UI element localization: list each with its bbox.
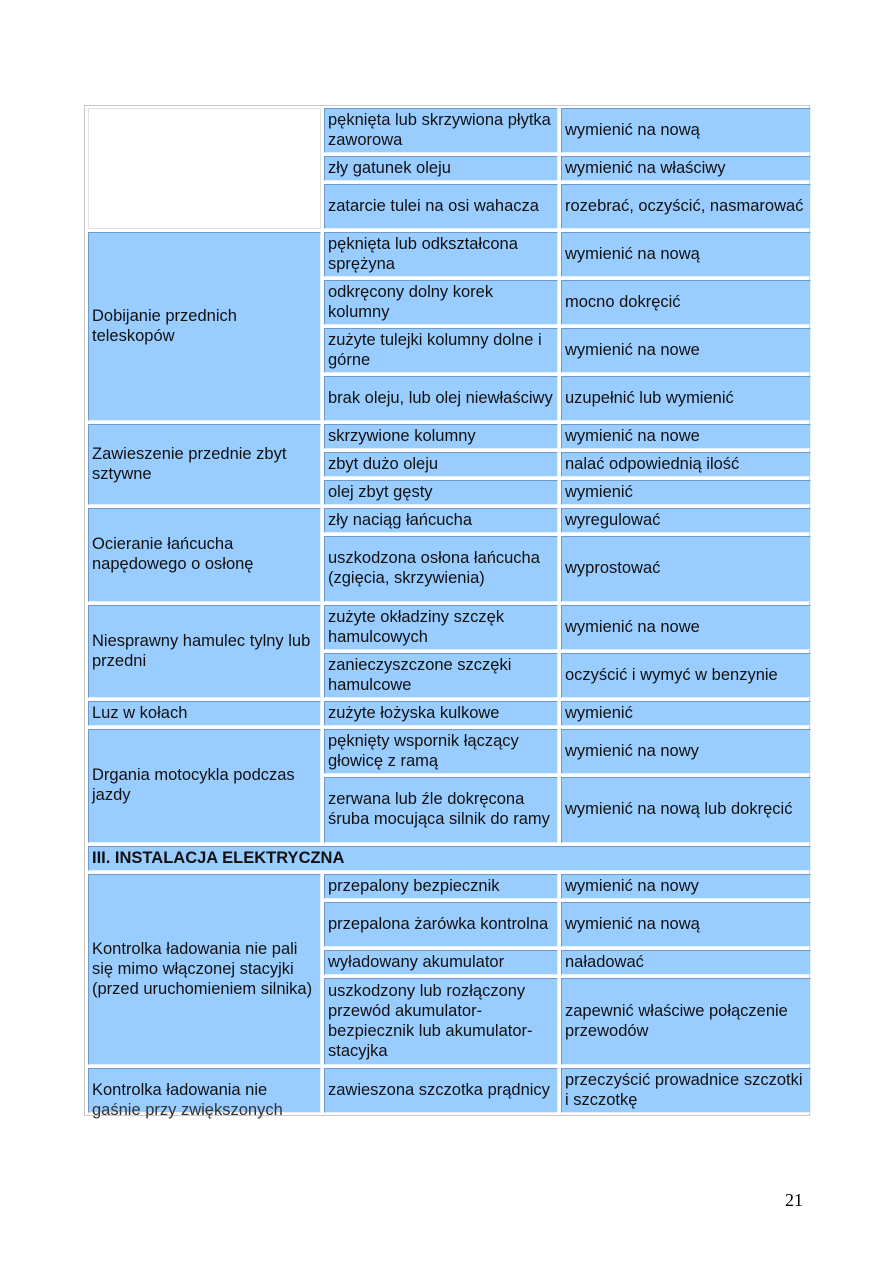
remedy-cell: wymienić na nowy bbox=[561, 874, 811, 899]
cause-cell: zużyte tulejki kolumny dolne i górne bbox=[324, 328, 558, 373]
remedy-cell: wymienić na nowe bbox=[561, 328, 811, 373]
symptom-cell: Niesprawny hamulec tylny lub przedni bbox=[88, 605, 321, 698]
remedy-cell: wymienić na nową bbox=[561, 232, 811, 277]
cause-cell: olej zbyt gęsty bbox=[324, 480, 558, 505]
cause-cell: przepalony bezpiecznik bbox=[324, 874, 558, 899]
symptom-text-clipped: gaśnie przy zwiększonych bbox=[92, 1101, 283, 1119]
symptom-cell-cut bbox=[88, 1068, 321, 1119]
remedy-cell: wymienić bbox=[561, 480, 811, 505]
cause-cell: zanieczyszczone szczęki hamulcowe bbox=[324, 653, 558, 698]
symptom-cell: Drgania motocykla podczas jazdy bbox=[88, 729, 321, 843]
remedy-cell: wymienić na właściwy bbox=[561, 156, 811, 181]
remedy-cell: uzupełnić lub wymienić bbox=[561, 376, 811, 421]
cause-cell: zużyte łożyska kulkowe bbox=[324, 701, 558, 726]
remedy-cell: wymienić na nową bbox=[561, 902, 811, 947]
symptom-cell: Dobijanie przednich teleskopów bbox=[88, 232, 321, 421]
remedy-cell: wymienić bbox=[561, 701, 811, 726]
cause-cell: wyładowany akumulator bbox=[324, 950, 558, 975]
symptom-cell: Luz w kołach bbox=[88, 701, 321, 726]
cause-cell: zły gatunek oleju bbox=[324, 156, 558, 181]
page-number: 21 bbox=[785, 1190, 803, 1210]
cause-cell: pęknięta lub odkształcona sprężyna bbox=[324, 232, 558, 277]
remedy-cell: wyprostować bbox=[561, 536, 811, 602]
cause-cell: zużyte okładziny szczęk hamulcowych bbox=[324, 605, 558, 650]
cause-cell: odkręcony dolny korek kolumny bbox=[324, 280, 558, 325]
remedy-cell: naładować bbox=[561, 950, 811, 975]
remedy-cell: mocno dokręcić bbox=[561, 280, 811, 325]
remedy-cell: wymienić na nowe bbox=[561, 424, 811, 449]
remedy-cell: rozebrać, oczyścić, nasmarować bbox=[561, 184, 811, 229]
cause-cell: zawieszona szczotka prądnicy bbox=[324, 1068, 558, 1113]
cause-cell: uszkodzony lub rozłączony przewód akumulator-bezpiecznik lub akumulator-stacyjka bbox=[324, 978, 558, 1065]
cause-cell: zły naciąg łańcucha bbox=[324, 508, 558, 533]
symptom-cell-empty bbox=[88, 108, 321, 229]
remedy-cell: wymienić na nowe bbox=[561, 605, 811, 650]
cause-cell: pęknięty wspornik łączący głowicę z ramą bbox=[324, 729, 558, 774]
fault-table bbox=[84, 105, 810, 1119]
remedy-cell: zapewnić właściwe połączenie przewodów bbox=[561, 978, 811, 1065]
remedy-cell: wymienić na nową bbox=[561, 108, 811, 153]
remedy-cell: wymienić na nowy bbox=[561, 729, 811, 774]
symptom-cell: Ocieranie łańcucha napędowego o osłonę bbox=[88, 508, 321, 602]
cause-cell: zatarcie tulei na osi wahacza bbox=[324, 184, 558, 229]
symptom-cell: Kontrolka ładowania nie pali się mimo włączonej stacyjki (przed uruchomieniem silnika) bbox=[88, 874, 321, 1065]
cause-cell: skrzywione kolumny bbox=[324, 424, 558, 449]
cause-cell: pęknięta lub skrzywiona płytka zaworowa bbox=[324, 108, 558, 153]
remedy-cell: oczyścić i wymyć w benzynie bbox=[561, 653, 811, 698]
remedy-cell: przeczyścić prowadnice szczotki i szczotkę bbox=[561, 1068, 811, 1113]
cause-cell: brak oleju, lub olej niewłaściwy bbox=[324, 376, 558, 421]
remedy-cell: nalać odpowiednią ilość bbox=[561, 452, 811, 477]
cause-cell: zbyt dużo oleju bbox=[324, 452, 558, 477]
cause-cell: przepalona żarówka kontrolna bbox=[324, 902, 558, 947]
cause-cell: uszkodzona osłona łańcucha (zgięcia, skrzywienia) bbox=[324, 536, 558, 602]
symptom-cell: Zawieszenie przednie zbyt sztywne bbox=[88, 424, 321, 505]
section-heading: III. INSTALACJA ELEKTRYCZNA bbox=[88, 846, 811, 871]
cause-cell: zerwana lub źle dokręcona śruba mocująca silnik do ramy bbox=[324, 777, 558, 843]
remedy-cell: wyregulować bbox=[561, 508, 811, 533]
symptom-text: Kontrolka ładowania nie bbox=[92, 1081, 268, 1099]
remedy-cell: wymienić na nową lub dokręcić bbox=[561, 777, 811, 843]
